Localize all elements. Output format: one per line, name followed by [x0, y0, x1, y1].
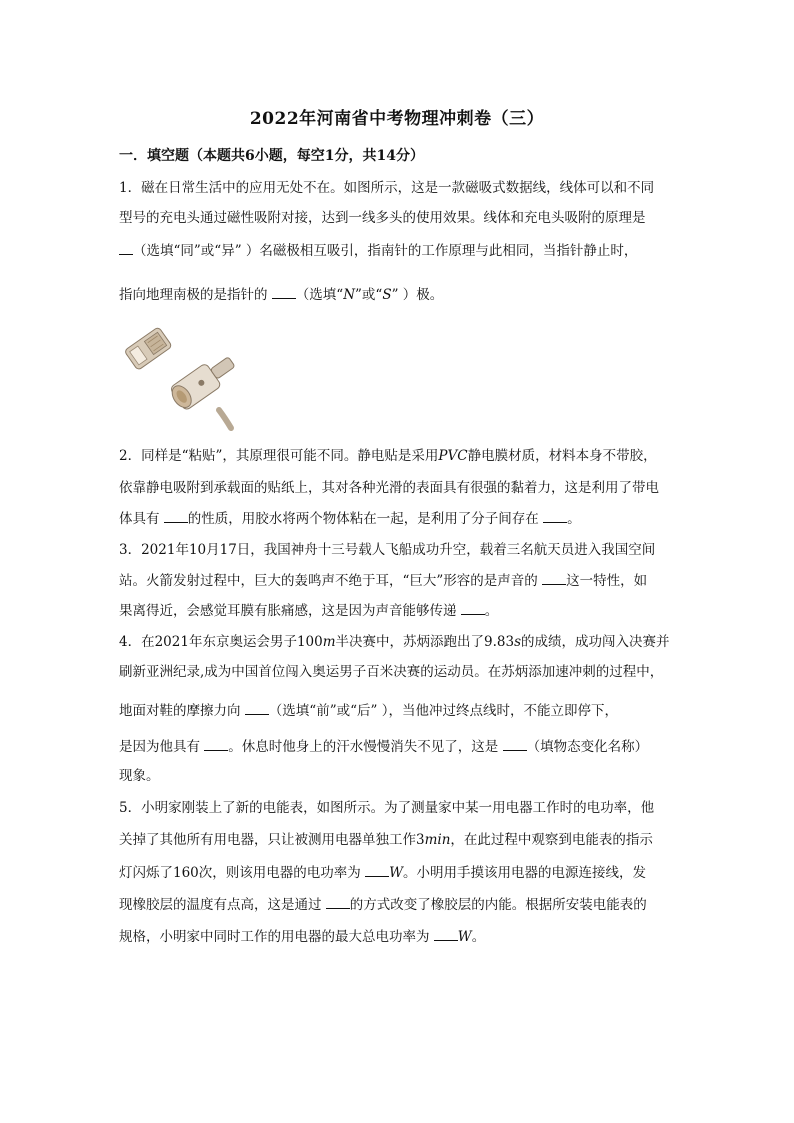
q5-unit-w: W	[457, 929, 472, 945]
q4-text: 是因为他具有	[119, 739, 205, 755]
magnetic-cable-figure	[119, 318, 239, 433]
q5-line-2	[119, 830, 653, 850]
q5-line-4	[119, 894, 647, 915]
q4-text: （选填“前”或“后” ），当他冲过终点线时，不能立即停下，	[268, 703, 618, 719]
q5-line-1: 5．小明家刚装上了新的电能表，如图所示。为了测量家中某一用电器工作时的电功率，他	[119, 800, 655, 816]
q1-line-1: 1．磁在日常生活中的应用无处不在。如图所示，这是一款磁吸式数据线，线体可以和不同	[119, 180, 655, 196]
q3-text: 站。火箭发射过程中，巨大的轰鸣声不绝于耳，“巨大”形容的是声音的	[119, 573, 543, 589]
q4-text: （填物态变化名称）	[526, 739, 649, 755]
q1-text: （选填“同”或“异” ）名磁极相互吸引，指南针的工作原理与此相同，当指针静止时，	[133, 243, 638, 259]
q1-text: （选填“	[295, 287, 344, 303]
answer-blank[interactable]	[245, 700, 269, 715]
q5-text: 的方式改变了橡胶层的内能。根据所安装电能表的	[349, 897, 647, 913]
q2-text: 2．同样是“粘贴”，其原理很可能不同。静电贴是采用	[119, 448, 439, 464]
q2-text: 体具有	[119, 511, 164, 527]
q2-line-1	[119, 446, 657, 466]
q3-line-2	[119, 570, 647, 591]
q4-line-4	[119, 736, 648, 757]
section-heading: 一．填空题（本题共6小题，每空1分，共14分）	[119, 148, 424, 164]
q3-line-3	[119, 600, 498, 621]
answer-blank[interactable]	[365, 862, 389, 877]
q5-unit-w: W	[389, 865, 403, 881]
q2-var-pvc: PVC	[438, 448, 468, 464]
answer-blank[interactable]	[204, 736, 228, 751]
q4-line-3	[119, 700, 618, 721]
q4-unit-s: s	[514, 634, 522, 650]
q4-text: 4．在2021年东京奥运会男子100	[119, 634, 323, 650]
q5-text: 关掉了其他所有用电器，只让被测用电器单独工作3	[119, 832, 425, 848]
q2-text: 静电膜材质，材料本身不带胶，	[467, 448, 657, 464]
q1-line-2: 型号的充电头通过磁性吸附对接，达到一线多头的使用效果。线体和充电头吸附的原理是	[119, 210, 646, 226]
q5-text: ，在此过程中观察到电能表的指示	[450, 832, 653, 848]
q3-text: 。	[484, 603, 499, 619]
q2-text: 的性质，用胶水将两个物体粘在一起，是利用了分子间存在	[187, 511, 544, 527]
q1-text: 指向地理南极的是指针的	[119, 287, 272, 303]
answer-blank[interactable]	[542, 570, 566, 585]
exam-title: 2022年河南省中考物理冲刺卷（三）	[249, 109, 545, 129]
q1-text: ”或“	[355, 287, 383, 303]
answer-blank[interactable]	[543, 508, 567, 523]
answer-blank[interactable]	[272, 284, 296, 299]
q5-unit-min: min	[424, 832, 451, 848]
q4-text: 。休息时他身上的汗水慢慢消失不见了，这是	[228, 739, 503, 755]
q2-line-3	[119, 508, 581, 529]
q4-text: 半决赛中，苏炳添跑出了9.83	[335, 634, 515, 650]
q5-line-5	[119, 926, 485, 947]
q4-unit-m: m	[322, 634, 336, 650]
q5-line-3	[119, 862, 646, 883]
q1-line-4	[119, 284, 443, 305]
q5-text: 灯闪烁了160次，则该用电器的电功率为	[119, 865, 366, 881]
q1-var-s: S	[382, 287, 392, 303]
q3-line-1: 3．2021年10月17日，我国神舟十三号载人飞船成功升空，载着三名航天员进入我国空间	[119, 542, 656, 558]
answer-blank[interactable]	[326, 894, 350, 909]
answer-blank[interactable]	[164, 508, 188, 523]
q2-line-2: 依靠静电吸附到承载面的贴纸上，其对各种光滑的表面具有很强的黏着力，这是利用了带电	[119, 480, 659, 496]
q5-text: 现橡胶层的温度有点高，这是通过	[119, 897, 326, 913]
answer-blank[interactable]	[119, 240, 133, 255]
q1-var-n: N	[343, 287, 356, 303]
q4-text: 的成绩，成功闯入决赛并	[521, 634, 670, 650]
answer-blank[interactable]	[503, 736, 527, 751]
q3-text: 果离得近，会感觉耳膜有胀痛感，这是因为声音能够传递	[119, 603, 461, 619]
q1-text: ” ）极。	[391, 287, 444, 303]
q3-text: 这一特性，如	[566, 573, 648, 589]
q4-text: 地面对鞋的摩擦力向	[119, 703, 245, 719]
q1-line-3	[119, 240, 637, 261]
q2-text: 。	[567, 511, 581, 527]
answer-blank[interactable]	[434, 926, 458, 941]
answer-blank[interactable]	[461, 600, 485, 615]
q5-text: 规格，小明家中同时工作的用电器的最大总电功率为	[119, 929, 434, 945]
q5-text: 。小明用手摸该用电器的电源连接线，发	[402, 865, 646, 881]
q4-line-1	[119, 632, 670, 652]
q4-line-5: 现象。	[119, 768, 160, 784]
q4-line-2: 刷新亚洲纪录,成为中国首位闯入奥运男子百米决赛的运动员。在苏炳添加速冲刺的过程中，	[119, 664, 664, 680]
q5-text: 。	[471, 929, 486, 945]
